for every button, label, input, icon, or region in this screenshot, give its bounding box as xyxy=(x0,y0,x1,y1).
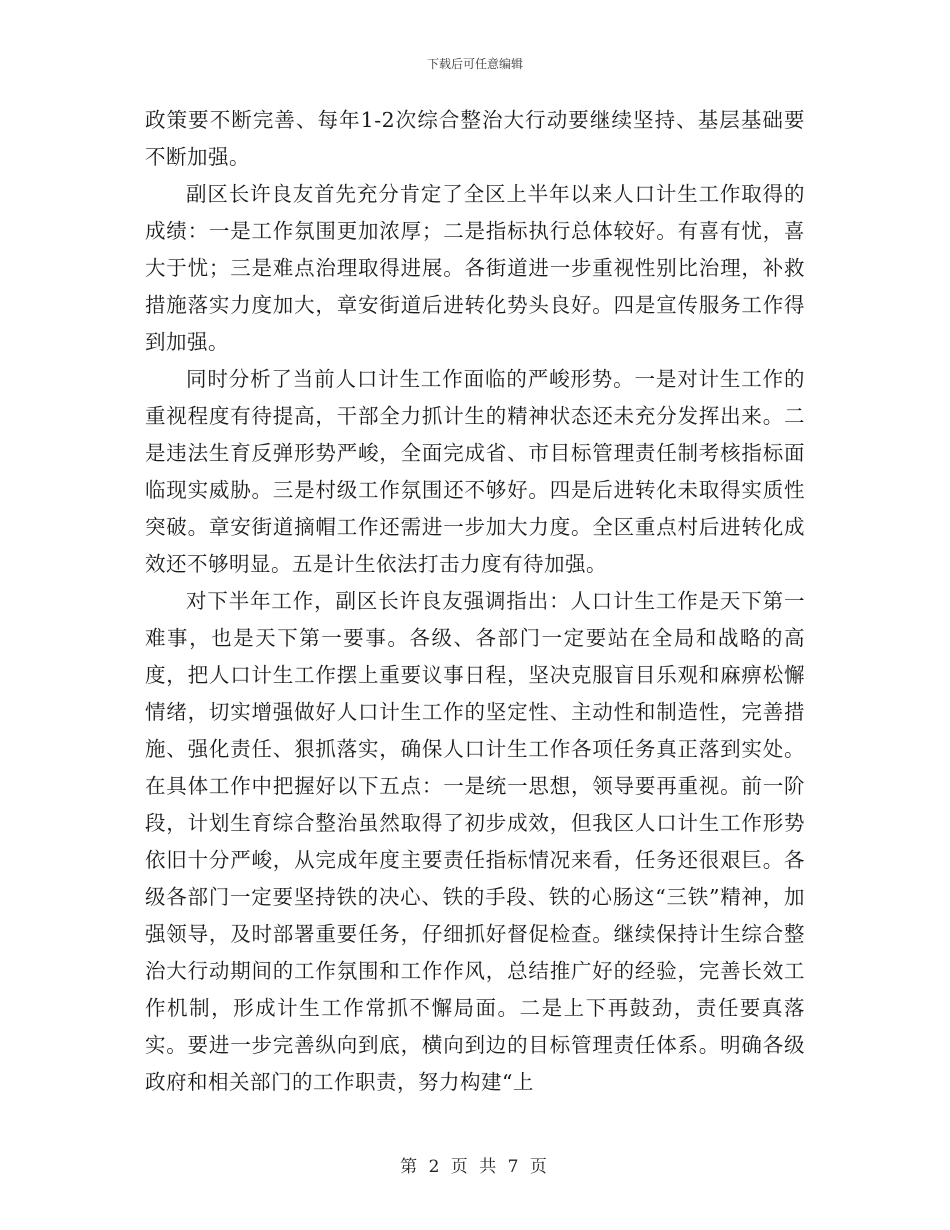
paragraph-1: 政策要不断完善、每年1-2次综合整治大行动要继续坚持、基层基础要不断加强。 xyxy=(145,108,805,169)
page-number: 第 2 页 共 7 页 xyxy=(400,1157,550,1177)
page-header: 下载后可任意编辑 xyxy=(426,57,523,71)
document-body xyxy=(145,102,805,1101)
paragraph-3: 同时分析了当前人口计生工作面临的严峻形势。一是对计生工作的重视程度有待提高，干部全力抓计生的精神状态还未充分发挥出来。二是违法生育反弹形势严峻，全面完成省、市目标管理责任制考核指标面临现实威胁。三是村级工作氛围还不够好。四是后进转化未取得实质性突破。章安街道摘帽工作还需进一步加大力度。全区重点村后进转化成效还不够明显。五是计生依法打击力度有待加强。 xyxy=(145,367,805,576)
paragraph-4: 对下半年工作，副区长许良友强调指出：人口计生工作是天下第一难事，也是天下第一要事。各级、各部门一定要站在全局和战略的高度，把人口计生工作摆上重要议事日程，坚决克服盲目乐观和麻痹松懈情绪，切实增强做好人口计生工作的坚定性、主动性和制造性，完善措施、强化责任、狠抓落实，确保人口计生工作各项任务真正落到实处。在具体工作中把握好以下五点：一是统一思想，领导要再重视。前一阶段，计划生育综合整治虽然取得了初步成效，但我区人口计生工作形势依旧十分严峻，从完成年度主要责任指标情况来看，任务还很艰巨。各级各部门一定要坚持铁的决心、铁的手段、铁的心肠这“三铁”精神，加强领导，及时部署重要任务，仔细抓好督促检查。继续保持计生综合整治大行动期间的工作氛围和工作作风，总结推广好的经验，完善长效工作机制，形成计生工作常抓不懈局面。二是上下再鼓劲，责任要真落实。要进一步完善纵向到底，横向到边的目标管理责任体系。明确各级政府和相关部门的工作职责，努力构建“上 xyxy=(145,589,805,1094)
paragraph-2: 副区长许良友首先充分肯定了全区上半年以来人口计生工作取得的成绩：一是工作氛围更加浓厚；二是指标执行总体较好。有喜有忧，喜大于忧；三是难点治理取得进展。各街道进一步重视性别比治理，补救措施落实力度加大，章安街道后进转化势头良好。四是宣传服务工作得到加强。 xyxy=(145,182,805,354)
